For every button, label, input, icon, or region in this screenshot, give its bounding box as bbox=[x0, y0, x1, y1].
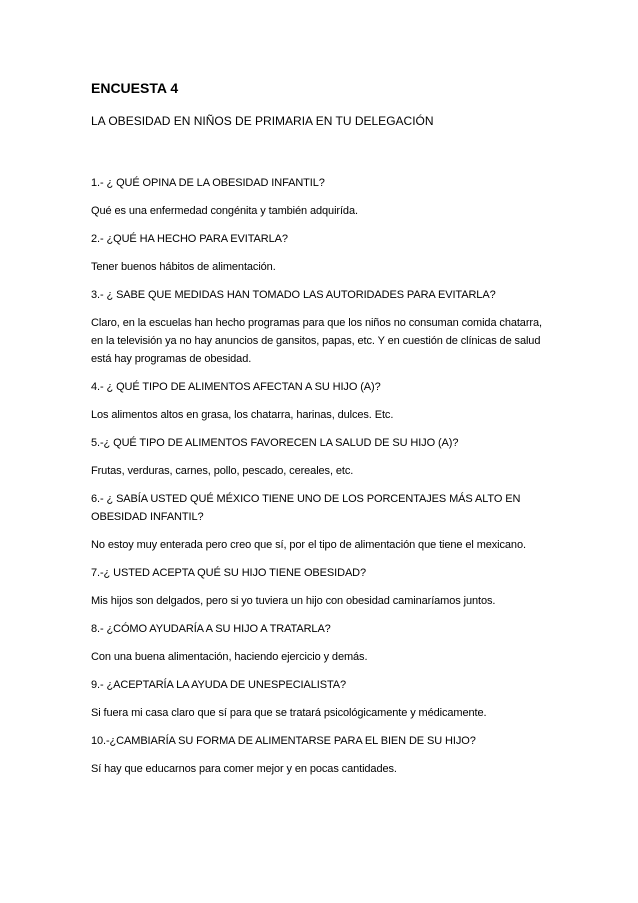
question-1: 1.- ¿ QUÉ OPINA DE LA OBESIDAD INFANTIL? bbox=[91, 177, 325, 189]
question-7: 7.-¿ USTED ACEPTA QUÉ SU HIJO TIENE OBESIDAD? bbox=[91, 567, 367, 579]
question-10: 10.-¿CAMBIARÍA SU FORMA DE ALIMENTARSE PARA EL BIEN DE SU HIJO? bbox=[91, 735, 476, 747]
answer-6: No estoy muy enterada pero creo que sí, por el tipo de alimentación que tiene el mexicano. bbox=[91, 539, 526, 551]
document-subtitle: LA OBESIDAD EN NIÑOS DE PRIMARIA EN TU DELEGACIÓN bbox=[91, 114, 434, 128]
answer-8: Con una buena alimentación, haciendo ejercicio y demás. bbox=[91, 651, 368, 663]
answer-9: Si fuera mi casa claro que sí para que se tratará psicológicamente y médicamente. bbox=[91, 707, 487, 719]
document-title: ENCUESTA 4 bbox=[91, 80, 179, 96]
document-content bbox=[91, 78, 551, 788]
question-6: 6.- ¿ SABÍA USTED QUÉ MÉXICO TIENE UNO DE LOS PORCENTAJES MÁS ALTO EN OBESIDAD INFANTIL? bbox=[91, 493, 521, 523]
answer-10: Sí hay que educarnos para comer mejor y en pocas cantidades. bbox=[91, 763, 397, 775]
answer-2: Tener buenos hábitos de alimentación. bbox=[91, 261, 276, 273]
question-8: 8.- ¿CÓMO AYUDARÍA A SU HIJO A TRATARLA? bbox=[91, 623, 331, 635]
question-answer-list bbox=[91, 174, 551, 778]
answer-1: Qué es una enfermedad congénita y también adquirída. bbox=[91, 205, 358, 217]
answer-7: Mis hijos son delgados, pero si yo tuviera un hijo con obesidad caminaríamos juntos. bbox=[91, 595, 496, 607]
question-4: 4.- ¿ QUÉ TIPO DE ALIMENTOS AFECTAN A SU HIJO (A)? bbox=[91, 381, 381, 393]
question-9: 9.- ¿ACEPTARÍA LA AYUDA DE UNESPECIALISTA? bbox=[91, 679, 346, 691]
question-2: 2.- ¿QUÉ HA HECHO PARA EVITARLA? bbox=[91, 233, 288, 245]
answer-5: Frutas, verduras, carnes, pollo, pescado, cereales, etc. bbox=[91, 465, 354, 477]
question-5: 5.-¿ QUÉ TIPO DE ALIMENTOS FAVORECEN LA SALUD DE SU HIJO (A)? bbox=[91, 437, 459, 449]
answer-3: Claro, en la escuelas han hecho programas para que los niños no consuman comida chatarra, en la televisión ya no hay anuncios de gansitos, papas, etc. Y en cuestión de clínicas de salud está hay programas de obesidad. bbox=[91, 317, 542, 365]
answer-4: Los alimentos altos en grasa, los chatarra, harinas, dulces. Etc. bbox=[91, 409, 394, 421]
question-3: 3.- ¿ SABE QUE MEDIDAS HAN TOMADO LAS AUTORIDADES PARA EVITARLA? bbox=[91, 289, 496, 301]
